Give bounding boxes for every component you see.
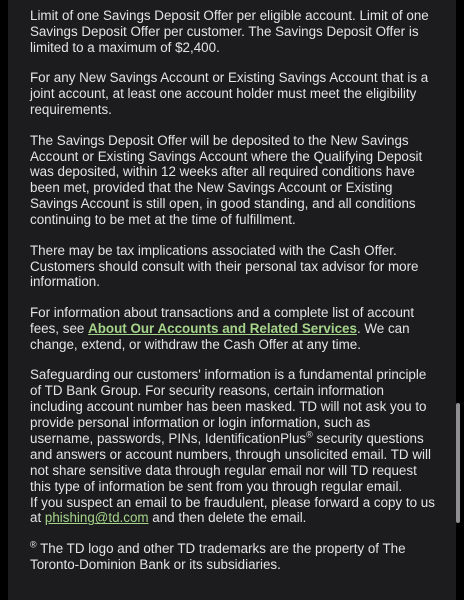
security-text-before: Safeguarding our customers' information is a fundamental principle of TD Bank Group. For security reasons, certain information including account number has been masked. TD will not ask you to provide personal information or login information, such as username, passwords, PINs, IdentificationPlus [30, 367, 427, 446]
registered-mark: ® [306, 429, 313, 440]
scrollbar-thumb[interactable] [456, 403, 460, 523]
offer-limit-paragraph: Limit of one Savings Deposit Offer per eligible account. Limit of one Savings Deposit Offer per customer. The Savings Deposit Offer is limited to a maximum of $2,400. [30, 8, 429, 55]
trademark-registered-mark: ® [30, 539, 37, 550]
phishing-text-after: and then delete the email. [148, 510, 307, 526]
deposit-timing-paragraph: The Savings Deposit Offer will be deposited to the New Savings Account or Existing Savings Account where the Qualifying Deposit was deposited, within 12 weeks after all required conditions have been met, provided that the New Savings Account or Existing Savings Account is still open, in good standing, and all conditions continuing to be met at the time of fulfillment. [30, 132, 423, 228]
trademark-text: The TD logo and other TD trademarks are the property of The Toronto-Dominion Bank or its subsidiaries. [30, 540, 406, 572]
joint-account-paragraph: For any New Savings Account or Existing Savings Account that is a joint account, at least one account holder must meet the eligibility requirements. [30, 70, 429, 118]
security-paragraph [30, 367, 436, 494]
phishing-paragraph [30, 495, 436, 527]
account-fees-paragraph [30, 305, 436, 353]
account-fees-text-after: . We can change, extend, or withdraw the Cash Offer at any time. [30, 320, 410, 352]
email-body[interactable] [8, 0, 456, 600]
phishing-email-link[interactable]: phishing@td.com [44, 510, 149, 526]
accounts-services-link[interactable]: About Our Accounts and Related Services [88, 320, 357, 336]
trademark-paragraph [30, 541, 436, 573]
tax-implications-paragraph: There may be tax implications associated with the Cash Offer. Customers should consult with their personal tax advisor for more information. [30, 242, 419, 290]
security-text-after: security questions and answers or account numbers, through unsolicited email. TD will not share sensitive data through regular email nor will TD request this type of information be sent from you through regular email. [30, 430, 431, 494]
account-fees-text-before: For information about transactions and a complete list of account fees, see [30, 304, 415, 336]
phishing-text-before: If you suspect an email to be fraudulent, please forward a copy to us at [30, 494, 435, 526]
